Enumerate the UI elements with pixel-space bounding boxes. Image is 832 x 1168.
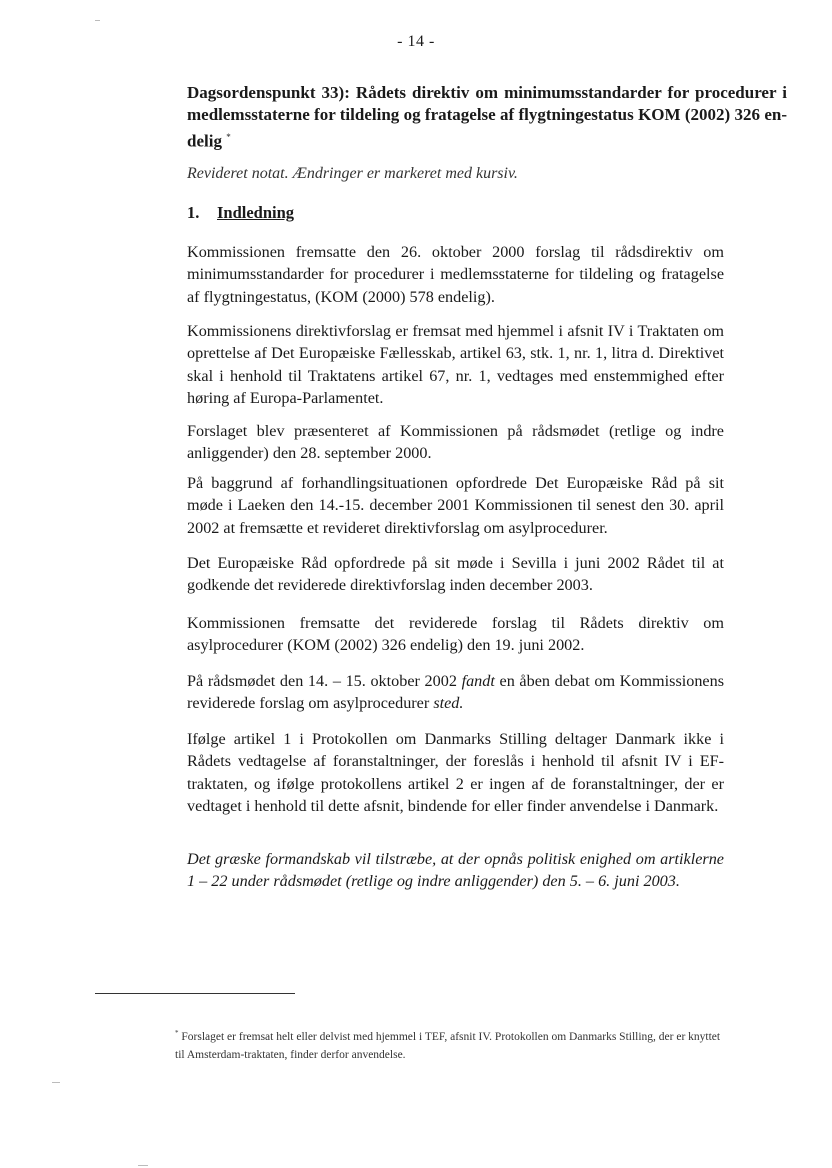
title-text: Dagsordenspunkt 33): Rådets direktiv om minimumsstandarder for procedurer i medlemsstaterne for tildeling og fratagelse af flygtningestatus KOM (2002) 326 en-delig — [187, 83, 787, 151]
paragraph-1: Kommissionen fremsatte den 26. oktober 2000 forslag til rådsdirektiv om minimumsstandarder for procedurer i medlemsstaterne for tildeling og fratagelse af flygtningestatus, (KOM (2000) 578 endelig). — [187, 243, 724, 306]
scan-speck — [138, 1165, 148, 1166]
p7-italic-1: fandt — [461, 672, 495, 690]
section-heading — [187, 203, 294, 223]
p7-text-2: en åben debat om Kommissionens reviderede forslag om asylprocedurer — [187, 672, 725, 713]
paragraph-7 — [187, 670, 724, 715]
scan-speck — [52, 1082, 60, 1083]
p7-italic-2: sted. — [433, 694, 464, 713]
paragraph-6: Kommissionen fremsatte det reviderede forslag til Rådets direktiv om asylprocedurer (KOM (2002) 326 endelig) den 19. juni 2002. — [187, 614, 724, 655]
footnote — [175, 1024, 727, 1064]
paragraph-3: Forslaget blev præsenteret af Kommissionen på rådsmødet (retlige og indre anliggender) den 28. september 2000. — [187, 422, 724, 463]
footnote-text: Forslaget er fremsat helt eller delvist med hjemmel i TEF, afsnit IV. Protokollen om Danmarks Stilling, der er knyttet til Amsterdam-traktaten, finder derfor anvendelse. — [175, 1030, 721, 1061]
agenda-item-title — [187, 82, 787, 153]
paragraph-8: Ifølge artikel 1 i Protokollen om Danmarks Stilling deltager Danmark ikke i Rådets vedtagelse af foranstaltninger, der foreslås i henhold til afsnit IV i EF-traktaten, og ifølge protokollens artikel 2 er ingen af de foranstaltninger, der er vedtaget i henhold til dette afsnit, bindende for eller finder anvendelse i Danmark. — [187, 730, 724, 815]
revision-note: Revideret notat. Ændringer er markeret med kursiv. — [187, 165, 518, 182]
paragraph-5: Det Europæiske Råd opfordrede på sit møde i Sevilla i juni 2002 Rådet til at godkende det reviderede direktivforslag inden december 2003. — [187, 554, 724, 595]
page-number: - 14 - — [397, 33, 435, 50]
paragraph-4: På baggrund af forhandlingsituationen opfordrede Det Europæiske Råd på sit møde i Laeken den 14.-15. december 2001 Kommissionen til senest den 30. april 2002 at fremsætte et revideret direktivforslag om asylprocedurer. — [187, 474, 724, 537]
paragraph-9: Det græske formandskab vil tilstræbe, at der opnås politisk enighed om artiklerne 1 – 22 under rådsmødet (retlige og indre anliggender) den 5. – 6. juni 2003. — [187, 850, 724, 891]
section-number: 1. — [187, 203, 200, 222]
title-footnote-marker: * — [226, 132, 231, 142]
section-label: Indledning — [217, 203, 295, 222]
footnote-marker: * — [175, 1029, 179, 1037]
p7-text-1: På rådsmødet den 14. – 15. oktober 2002 — [187, 672, 462, 690]
footnote-separator — [95, 993, 295, 994]
paragraph-2: Kommissionens direktivforslag er fremsat med hjemmel i afsnit IV i Traktaten om oprettelse af Det Europæiske Fællesskab, artikel 63, stk. 1, nr. 1, litra d. Direktivet skal i henhold til Traktatens artikel 67, nr. 1, vedtages med enstemmighed efter høring af Europa-Parlamentet. — [187, 322, 724, 407]
scan-speck — [95, 20, 100, 21]
